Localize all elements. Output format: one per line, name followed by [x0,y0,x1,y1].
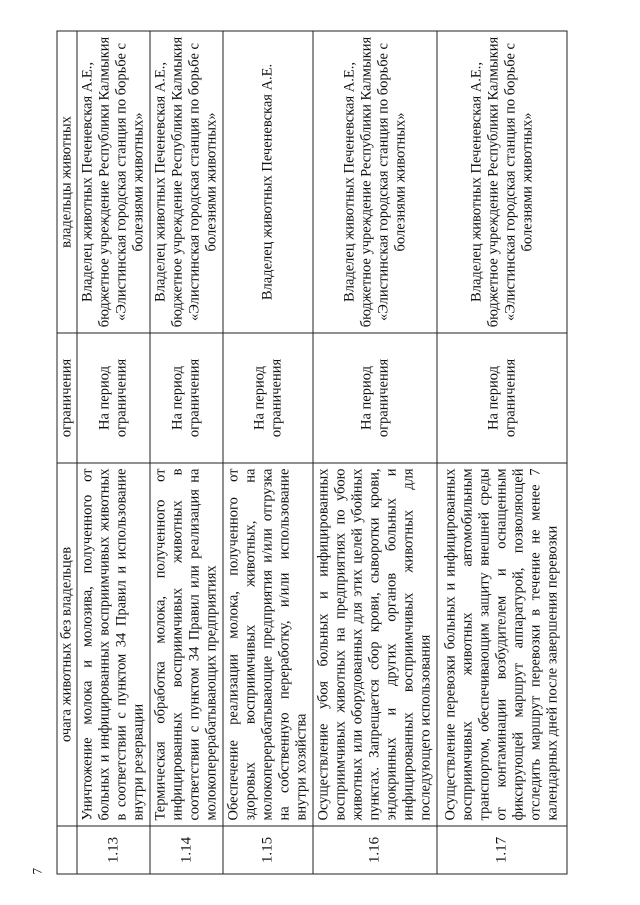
row-responsible: Владелец животных Печеневская А.Е., бюджетное учреждение Республики Калмыкия «Элистинская городская станция по борьбе с болезнями животных» [313,31,437,333]
row-action: Осуществление перевозки больных и инфицированных восприимчивых животных автомобильным транспортом, обеспечивающим защиту внешней среды от контаминации возбудителем и оснащенным фиксирующей маршрут аппаратурой, позволяющей отследить маршрут перевозки в течение не менее 7 календарных дней после завершения перевозки [437,463,567,826]
row-action: Осуществление убоя больных и инфицированных восприимчивых животных на предприятиях по убою животных или оборудованных для этих целей убойных пунктах. Запрещается сбор крови, сыворотки крови, эндокринных и других органов больных и инфицированных восприимчивых животных для последующего использования [313,463,437,826]
row-term: На период ограничения [313,333,437,463]
row-term: На период ограничения [150,333,223,463]
row-number: 1.15 [223,826,313,874]
row-action: Уничтожение молока и молозива, полученного от больных и инфицированных восприимчивых животных в соответствии с пунктом 34 Правил и использование внутри резервации [77,463,150,826]
header-term: ограничения [57,333,77,463]
table-row [223,31,313,874]
row-responsible: Владелец животных Печеневская А.Е., бюджетное учреждение Республики Калмыкия «Элистинская городская станция по борьбе с болезнями животных» [150,31,223,333]
row-action: Термическая обработка молока, полученного от инфицированных восприимчивых животных в соответствии с пунктом 34 Правил или реализация на молокоперерабатывающих предприятиях [150,463,223,826]
table-row [150,31,223,874]
row-term: На период ограничения [77,333,150,463]
row-action: Обеспечение реализации молока, полученного от здоровых восприимчивых животных, на молокоперерабатывающие предприятия и/или отгрузка на собственную переработку, и/или использование внутри хозяйства [223,463,313,826]
header-responsible: владельцы животных [57,31,77,333]
header-num-cell [57,826,77,874]
table-row [437,31,567,874]
table-header-row [57,31,77,874]
row-number: 1.16 [313,826,437,874]
page-number: 7 [29,868,45,875]
row-responsible: Владелец животных Печеневская А.Е., бюджетное учреждение Республики Калмыкия «Элистинская городская станция по борьбе с болезнями животных» [437,31,567,333]
row-number: 1.13 [77,826,150,874]
table-row [77,31,150,874]
row-number: 1.17 [437,826,567,874]
rotated-page [1,0,640,905]
header-action: очага животных без владельцев [57,463,77,826]
table-row [313,31,437,874]
row-responsible: Владелец животных Печеневская А.Е., бюджетное учреждение Республики Калмыкия «Элистинская городская станция по борьбе с болезнями животных» [77,31,150,333]
measures-table [57,31,568,875]
row-term: На период ограничения [223,333,313,463]
row-responsible: Владелец животных Печеневская А.Е. [223,31,313,333]
row-term: На период ограничения [437,333,567,463]
row-number: 1.14 [150,826,223,874]
